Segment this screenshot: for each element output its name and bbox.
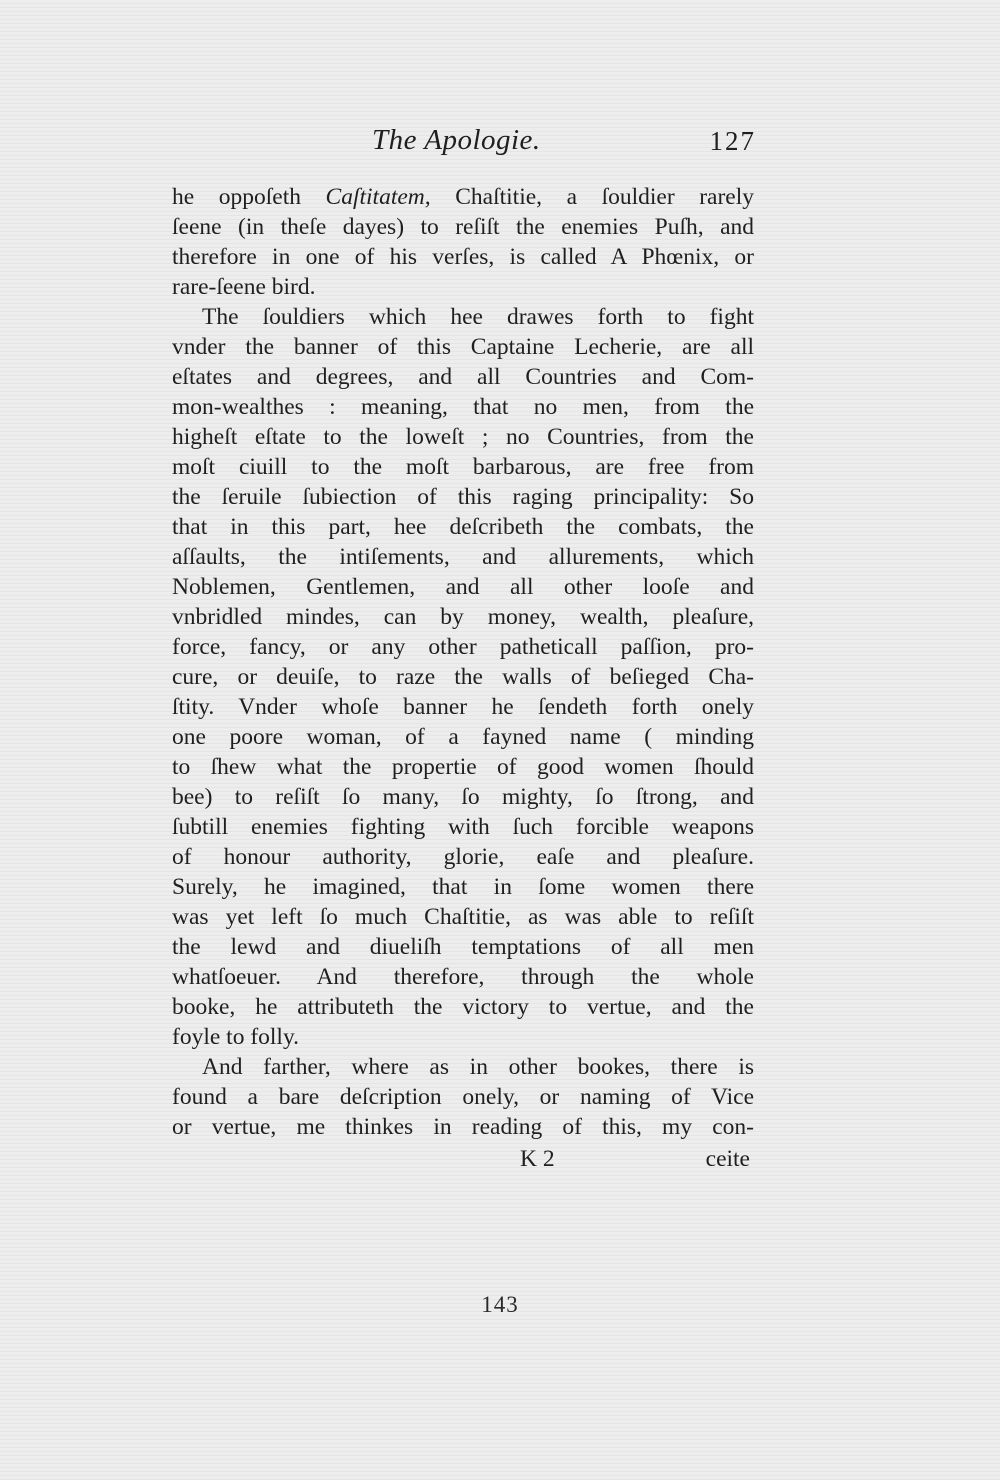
text-line: of honour authority, glorie, eaſe and pleaſure. <box>172 844 754 870</box>
text-line: therefore in one of his verſes, is called A Phœnix, or <box>172 244 754 270</box>
text-line: the ſeruile ſubiection of this raging principality: So <box>172 484 754 510</box>
page-number: 127 <box>709 126 756 156</box>
text-line: higheſt eſtate to the loweſt ; no Countries, from the <box>172 424 754 450</box>
text-line: vnbridled mindes, can by money, wealth, pleaſure, <box>172 604 754 630</box>
body-text <box>172 182 754 1142</box>
text-run <box>431 184 456 210</box>
text-line <box>172 182 754 212</box>
text-line: Surely, he imagined, that in ſome women there <box>172 874 754 900</box>
text-line: ſtity. Vnder whoſe banner he ſendeth forth onely <box>172 694 754 720</box>
text-line: moſt ciuill to the moſt barbarous, are free from <box>172 454 754 480</box>
text-line: ſubtill enemies fighting with ſuch forcible weapons <box>172 814 754 840</box>
text-line: vnder the banner of this Captaine Lecherie, are all <box>172 334 754 360</box>
signature-mark: K 2 <box>520 1146 555 1172</box>
text-line: force, fancy, or any other patheticall paſſion, pro- <box>172 634 754 660</box>
italic-latin-word: Caſtitatem, <box>325 184 431 210</box>
catch-row <box>172 1146 754 1176</box>
text-line: one poore woman, of a fayned name ( minding <box>172 724 754 750</box>
text-line: rare-ſeene bird. <box>172 274 316 300</box>
running-head <box>372 124 762 164</box>
text-line: found a bare deſcription onely, or naming of Vice <box>172 1084 754 1110</box>
text-line: booke, he attributeth the victory to vertue, and the <box>172 994 754 1020</box>
text-line: mon-wealthes : meaning, that no men, from the <box>172 394 754 420</box>
text-line: cure, or deuiſe, to raze the walls of beſieged Cha- <box>172 664 754 690</box>
paragraph-start-line: And farther, where as in other bookes, there is <box>202 1054 754 1080</box>
text-line: eſtates and degrees, and all Countries and Com- <box>172 364 754 390</box>
text-line: aſſaults, the intiſements, and allurements, which <box>172 544 754 570</box>
text-line: that in this part, hee deſcribeth the combats, the <box>172 514 754 540</box>
text-run: Chaſtitie, a ſouldier rarely <box>455 184 755 210</box>
paragraph-start-line: The ſouldiers which hee drawes forth to fight <box>202 304 754 330</box>
text-run: he oppoſeth <box>172 184 326 210</box>
folio-number: 143 <box>481 1292 519 1317</box>
text-line: to ſhew what the propertie of good women ſhould <box>172 754 754 780</box>
catchword: ceite <box>705 1146 750 1172</box>
text-line: or vertue, me thinkes in reading of this, my con- <box>172 1114 754 1140</box>
text-line: the lewd and diueliſh temptations of all men <box>172 934 754 960</box>
running-title: The Apologie. <box>372 124 541 156</box>
text-line: bee) to reſiſt ſo many, ſo mighty, ſo ſtrong, and <box>172 784 754 810</box>
text-line: foyle to folly. <box>172 1024 300 1050</box>
text-line: whatſoeuer. And therefore, through the whole <box>172 964 754 990</box>
text-line: was yet left ſo much Chaſtitie, as was able to reſiſt <box>172 904 754 930</box>
text-line: ſeene (in theſe dayes) to reſiſt the enemies Puſh, and <box>172 214 754 240</box>
text-line: Noblemen, Gentlemen, and all other looſe and <box>172 574 754 600</box>
